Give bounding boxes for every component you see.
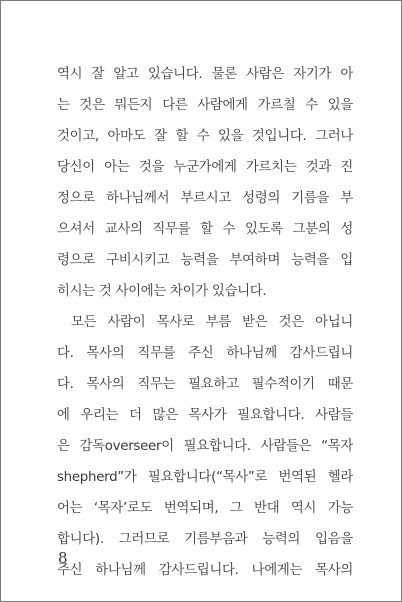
text-line: 다. 목사의 직무는 필요하고 필수적이기 때문 [57,377,353,392]
text-line: shepherd”가 필요합니다(“목사”로 번역된 헬라 [57,470,353,485]
text-line: 으셔서 교사의 직무를 할 수 있도록 그분의 성 [57,222,353,237]
body-text [57,59,353,586]
text-line: 에 우리는 더 많은 목사가 필요합니다. 사람들 [57,408,353,423]
page-number: 8 [58,549,68,567]
text-line: 합니다). 그러므로 기름부음과 능력의 입음을 [57,532,353,547]
text-line: 히시는 것 사이에는 차이가 있습니다. [57,284,267,299]
text-line: 주신 하나님께 감사드립니다. 나에게는 목사의 [57,563,353,578]
text-line: 은 감독overseer이 필요합니다. 사람들은 “목자 [57,439,353,454]
text-line: 것이고, 아마도 잘 할 수 있을 것입니다. 그러나 [57,129,353,144]
text-line: 모든 사람이 목사로 부름 받은 것은 아닙니 [71,315,353,330]
text-line: 다. 목사의 직무를 주신 하나님께 감사드립니 [57,346,353,361]
text-line: 정으로 하나님께서 부르시고 성령의 기름을 부 [57,191,353,206]
text-line: 어는 ‘목자’로도 번역되며, 그 반대 역시 가능 [57,501,353,516]
text-line: 령으로 구비시키고 능력을 부여하며 능력을 입 [57,253,353,268]
text-line: 역시 잘 알고 있습니다. 물론 사람은 자기가 아 [57,67,353,82]
text-line: 는 것은 뭐든지 다른 사람에게 가르칠 수 있을 [57,98,353,113]
text-line: 당신이 아는 것을 누군가에게 가르치는 것과 진 [57,160,353,175]
